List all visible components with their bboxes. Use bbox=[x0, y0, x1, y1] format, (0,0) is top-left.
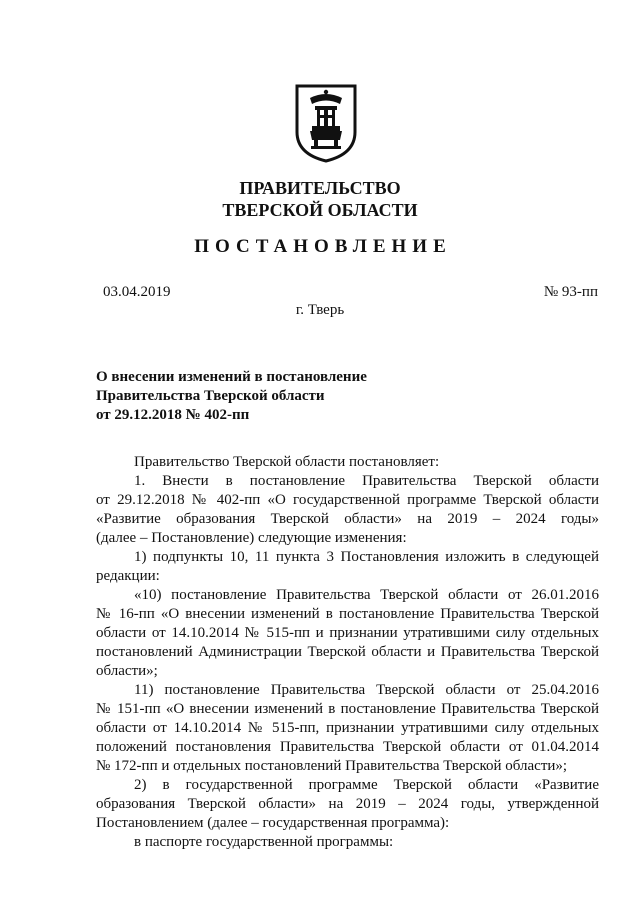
body-line: № 16-пп «О внесении изменений в постановление Правительства Тверской bbox=[96, 606, 599, 622]
subject-line: Правительства Тверской области bbox=[96, 388, 325, 404]
document-number: № 93-пп bbox=[543, 284, 598, 300]
body-line: редакции: bbox=[96, 568, 160, 584]
body-line: «Развитие образования Тверской области» на 2019 – 2024 годы» bbox=[96, 511, 599, 527]
body-line: в паспорте государственной программы: bbox=[134, 834, 394, 850]
body-line: (далее – Постановление) следующие изменения: bbox=[96, 530, 407, 546]
body-line: 1. Внести в постановление Правительства Тверской области bbox=[134, 473, 599, 489]
body-line: № 172-пп и отдельных постановлений Правительства Тверской области»; bbox=[96, 758, 568, 774]
organization-name-line1: ПРАВИТЕЛЬСТВО bbox=[239, 178, 401, 198]
body-line: области от 14.10.2014 № 515-пп и признании утратившими силу отдельных bbox=[96, 625, 599, 641]
subject-line: от 29.12.2018 № 402-пп bbox=[96, 407, 250, 423]
body-line: области от 14.10.2014 № 515-пп, признании утратившими силу отдельных bbox=[96, 720, 599, 736]
body-line: 1) подпункты 10, 11 пункта 3 Постановления изложить в следующей bbox=[134, 549, 599, 565]
organization-name-line2: ТВЕРСКОЙ ОБЛАСТИ bbox=[222, 200, 418, 220]
coat-of-arms-icon bbox=[293, 82, 359, 164]
document-city: г. Тверь bbox=[295, 302, 345, 318]
body-line: 2) в государственной программе Тверской области «Развитие bbox=[134, 777, 599, 793]
body-line: № 151-пп «О внесении изменений в постановление Правительства Тверской bbox=[96, 701, 599, 717]
body-line: постановлений Администрации Тверской области и Правительства Тверской bbox=[96, 644, 599, 660]
body-line: положений постановления Правительства Тверской области от 01.04.2014 bbox=[96, 739, 599, 755]
body-line: 11) постановление Правительства Тверской области от 25.04.2016 bbox=[134, 682, 599, 698]
body-line: образования Тверской области» на 2019 – 2024 годы, утвержденной bbox=[96, 796, 599, 812]
document-body bbox=[96, 453, 599, 852]
body-line: «10) постановление Правительства Тверской области от 26.01.2016 bbox=[134, 587, 599, 603]
body-line: Постановлением (далее – государственная программа): bbox=[96, 815, 450, 831]
body-line: Правительство Тверской области постановляет: bbox=[134, 454, 440, 470]
subject-line: О внесении изменений в постановление bbox=[96, 369, 367, 385]
document-type: ПОСТАНОВЛЕНИЕ bbox=[194, 236, 452, 257]
document-date: 03.04.2019 bbox=[103, 284, 171, 300]
body-line: от 29.12.2018 № 402-пп «О государственной программе Тверской области bbox=[96, 492, 599, 508]
body-line: области»; bbox=[96, 663, 158, 679]
